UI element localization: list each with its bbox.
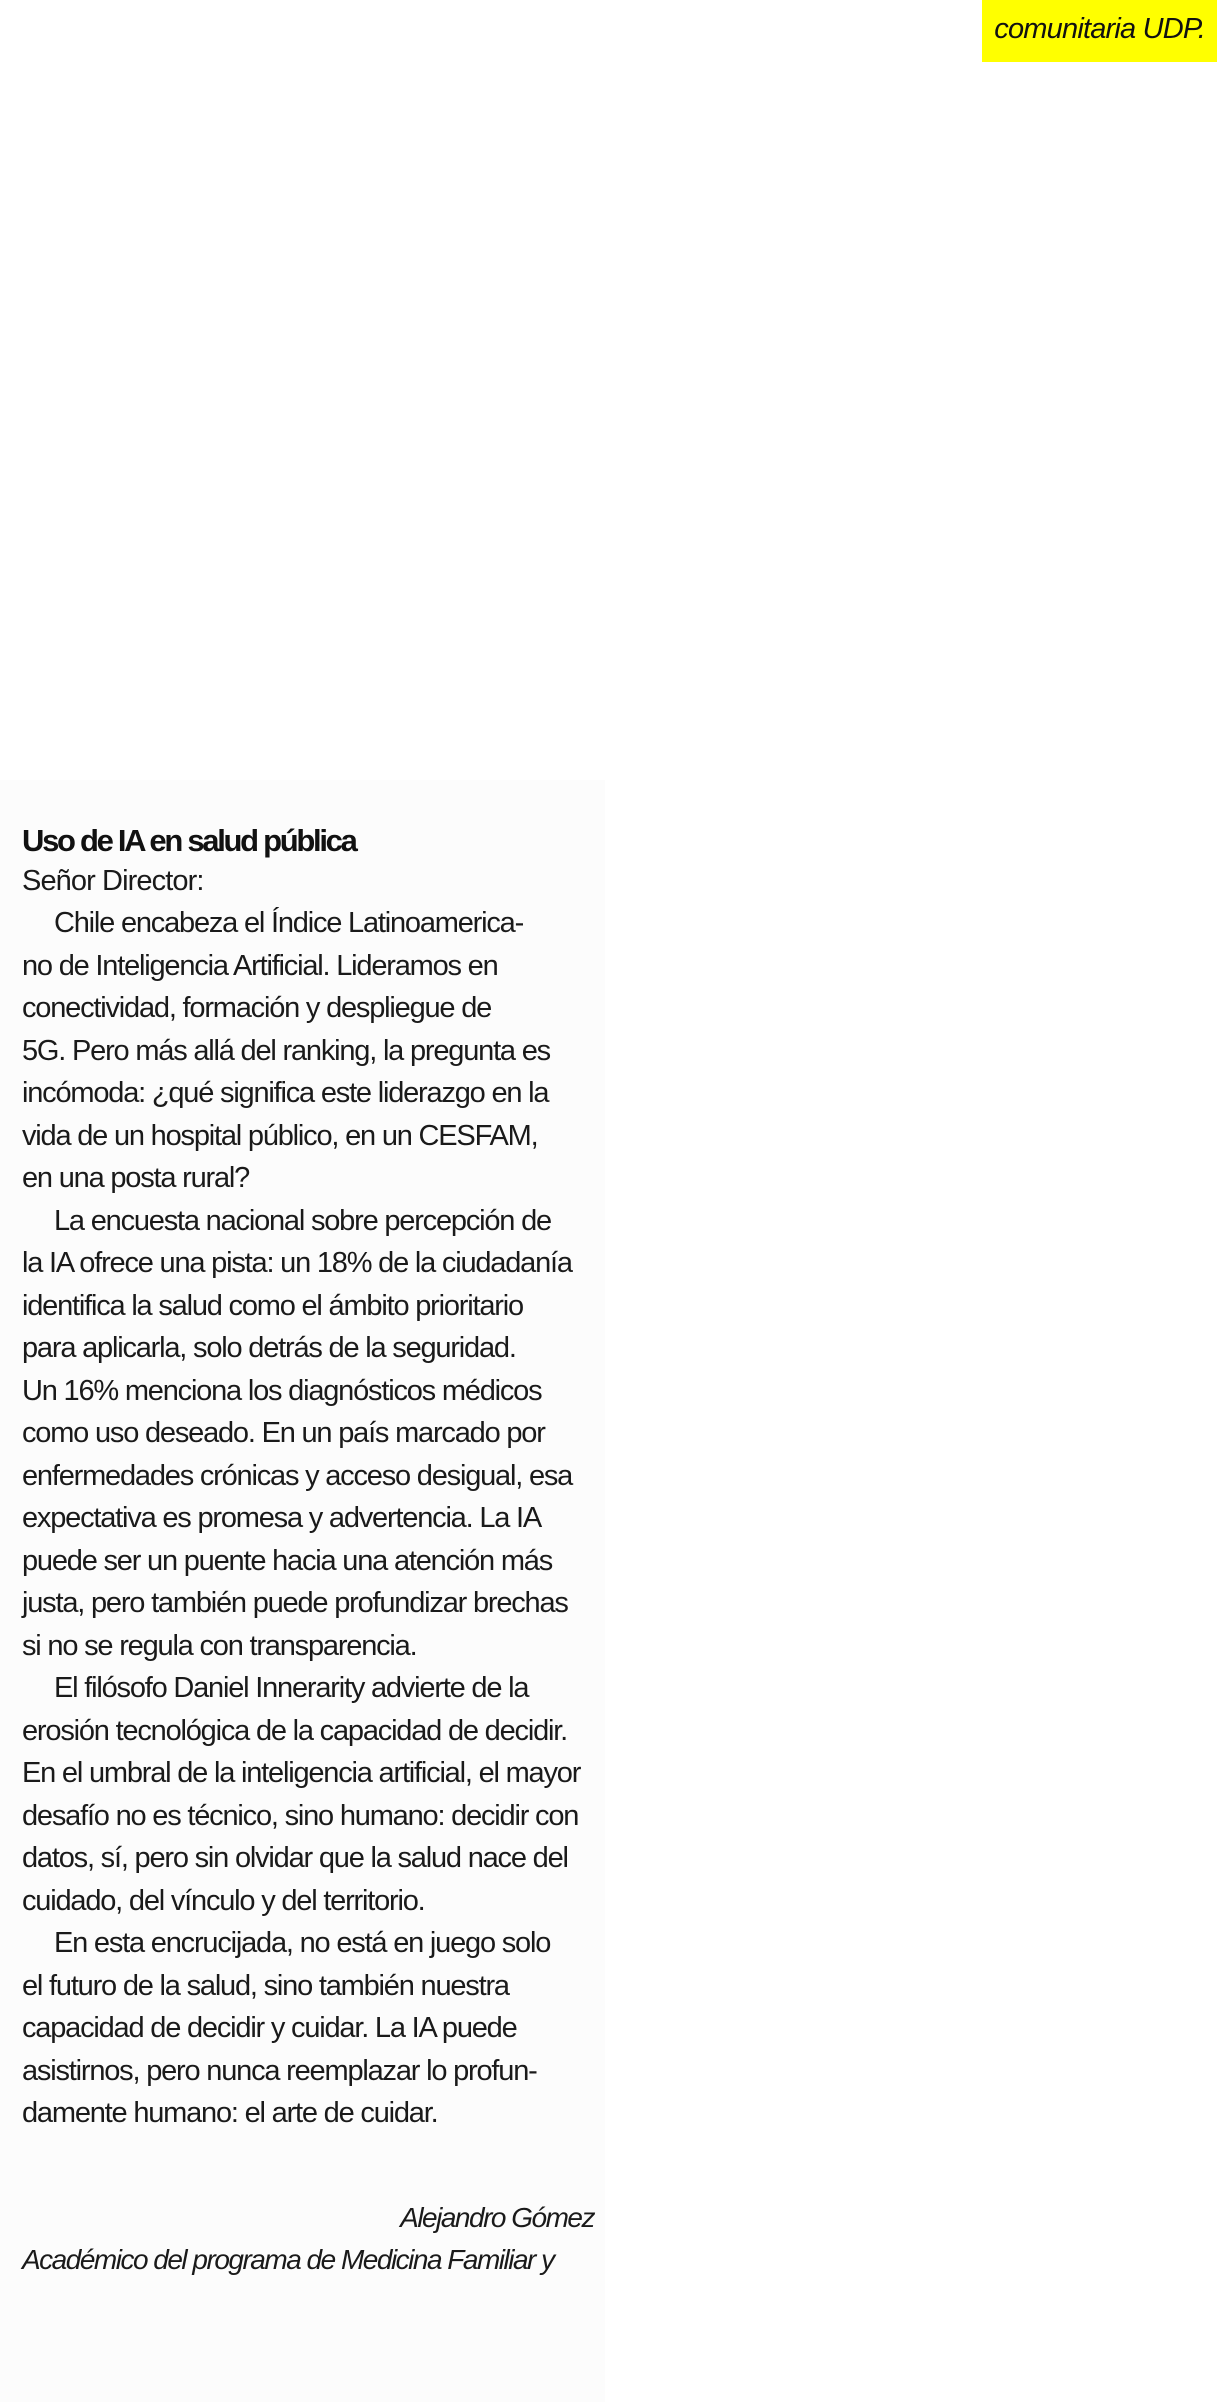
text-line: En el umbral de la inteligencia artificial, el mayor [22,1757,581,1789]
text-line: conectividad, formación y despliegue de [22,992,492,1024]
paragraph-1 [22,902,594,1200]
paragraph-2 [22,1200,594,1668]
paragraph-4 [22,1922,594,2135]
letter-to-editor [0,780,605,2402]
letter-salutation: Señor Director: [22,865,204,897]
text-line: En esta encrucijada, no está en juego solo [54,1927,551,1959]
text-line: asistirnos, pero nunca reemplazar lo profun- [22,2054,537,2087]
text-line: en una posta rural? [22,1162,250,1194]
text-line: datos, sí, pero sin olvidar que la salud nace del [22,1842,568,1874]
text-line: enfermedades crónicas y acceso desigual, esa [22,1459,573,1492]
text-line: 5G. Pero más allá del ranking, la pregunta es [22,1034,550,1067]
text-line: vida de un hospital público, en un CESFAM, [22,1119,538,1152]
text-line: identifica la salud como el ámbito prioritario [22,1289,523,1322]
letter-body [22,822,594,2281]
text-line: El filósofo Daniel Innerarity advierte de la [54,1672,529,1704]
text-line: la IA ofrece una pista: un 18% de la ciudadanía [22,1247,572,1279]
text-line: capacidad de decidir y cuidar. La IA puede [22,2012,517,2044]
text-line: desafío no es técnico, sino humano: decidir con [22,1799,579,1832]
text-line: cuidado, del vínculo y del territorio. [22,1884,425,1917]
text-line: no de Inteligencia Artificial. Lideramos en [22,949,498,982]
text-line: La encuesta nacional sobre percepción de [54,1204,551,1237]
letter-headline: Uso de IA en salud pública [22,823,356,858]
author-name: Alejandro Gómez [400,2201,594,2233]
text-line: expectativa es promesa y advertencia. La IA [22,1502,542,1534]
text-line: incómoda: ¿qué significa este liderazgo en la [22,1077,549,1109]
continuation-tag: comunitaria UDP. [982,0,1217,62]
text-line: para aplicarla, solo detrás de la seguridad. [22,1332,516,1364]
letter-signature [22,2197,594,2281]
text-line: si no se regula con transparencia. [22,1629,417,1662]
paragraph-3 [22,1667,594,1922]
text-line: damente humano: el arte de cuidar. [22,2097,438,2129]
text-line: Chile encabeza el Índice Latinoamerica- [54,907,524,939]
text-line: puede ser un puente hacia una atención más [22,1544,553,1577]
author-role: Académico del programa de Medicina Familiar y [22,2243,554,2275]
text-line: erosión tecnológica de la capacidad de decidir. [22,1714,567,1747]
text-line: el futuro de la salud, sino también nuestra [22,1969,509,2002]
text-line: Un 16% menciona los diagnósticos médicos [22,1374,542,1407]
text-line: justa, pero también puede profundizar brechas [22,1587,568,1619]
text-line: como uso deseado. En un país marcado por [22,1417,545,1449]
